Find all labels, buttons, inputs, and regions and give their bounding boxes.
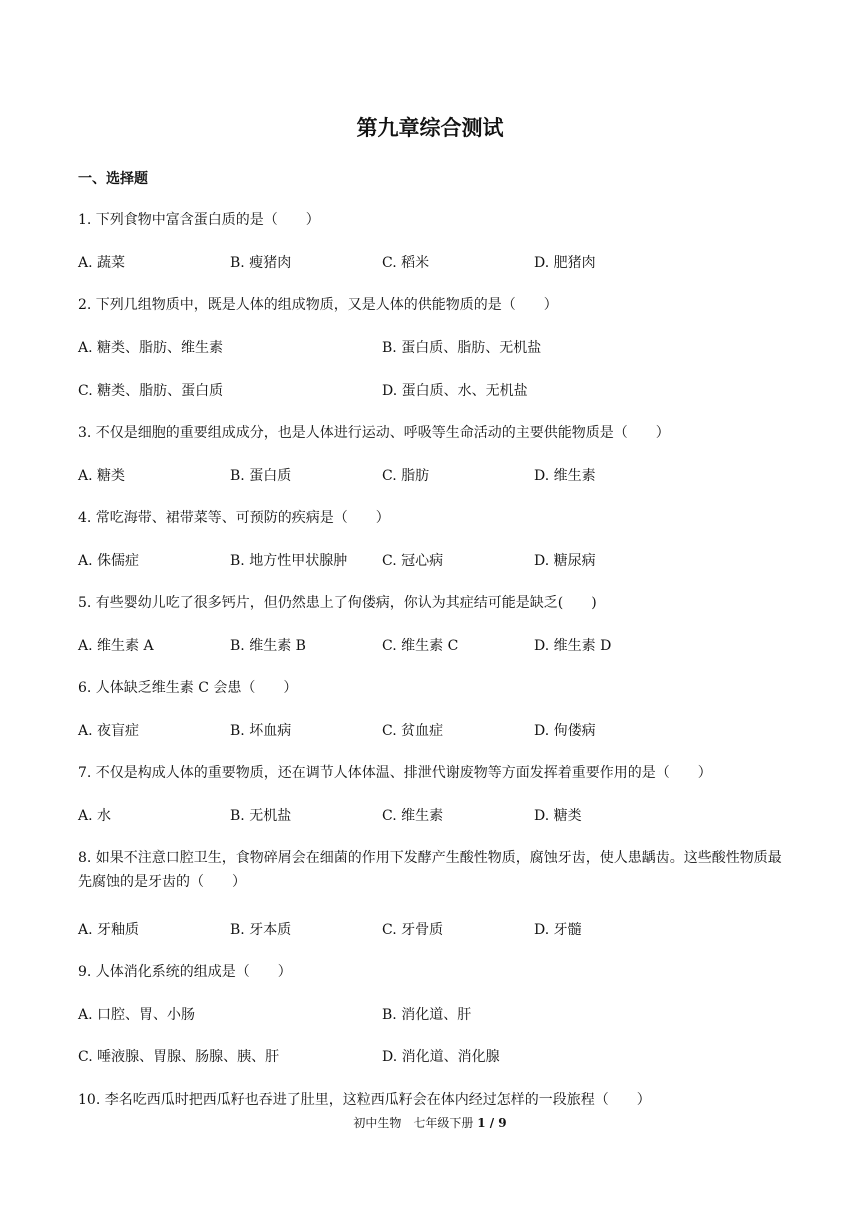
option: B. 蛋白质、脂肪、无机盐 [382, 340, 542, 356]
question-options [78, 805, 790, 827]
option: D. 肥猪肉 [534, 255, 596, 271]
option: C. 唾液腺、胃腺、肠腺、胰、肝 [78, 1049, 280, 1065]
option: C. 贫血症 [382, 723, 444, 739]
option: D. 维生素 D [534, 638, 612, 654]
question-options [78, 635, 790, 657]
option: B. 地方性甲状腺肿 [230, 553, 348, 569]
option: C. 维生素 C [382, 638, 459, 654]
question-stem: 1. 下列食物中富含蛋白质的是（ ） [78, 212, 320, 228]
option: D. 糖类 [534, 808, 582, 824]
option: A. 维生素 A [78, 638, 154, 654]
option: B. 瘦猪肉 [230, 255, 292, 271]
question-stem: 7. 不仅是构成人体的重要物质，还在调节人体体温、排泄代谢废物等方面发挥着重要作用的是（ ） [78, 765, 712, 781]
question-options [78, 337, 790, 359]
question-stem: 4. 常吃海带、裙带菜等、可预防的疾病是（ ） [78, 510, 390, 526]
option: D. 消化道、消化腺 [382, 1049, 500, 1065]
option: D. 蛋白质、水、无机盐 [382, 383, 528, 399]
option: D. 佝偻病 [534, 723, 596, 739]
question-options [78, 380, 790, 402]
question-options [78, 919, 790, 941]
question-stem: 10. 李名吃西瓜时把西瓜籽也吞进了肚里，这粒西瓜籽会在体内经过怎样的一段旅程（ ） [78, 1092, 651, 1108]
option: A. 蔬菜 [78, 255, 126, 271]
option: B. 蛋白质 [230, 468, 292, 484]
option: C. 稻米 [382, 255, 430, 271]
question-options [78, 720, 790, 742]
question-stem: 3. 不仅是细胞的重要组成成分，也是人体进行运动、呼吸等生命活动的主要供能物质是（ ） [78, 425, 670, 441]
option: D. 糖尿病 [534, 553, 596, 569]
option: A. 侏儒症 [78, 553, 140, 569]
option: C. 维生素 [382, 808, 444, 824]
option: C. 牙骨质 [382, 922, 444, 938]
option: D. 牙髓 [534, 922, 582, 938]
page-footer [0, 1114, 860, 1131]
option: A. 水 [78, 808, 112, 824]
option: B. 消化道、肝 [382, 1007, 472, 1023]
option: A. 糖类、脂肪、维生素 [78, 340, 224, 356]
question-options [78, 252, 790, 274]
option: A. 糖类 [78, 468, 126, 484]
page-title: 第九章综合测试 [356, 116, 504, 140]
option: C. 冠心病 [382, 553, 444, 569]
question-options [78, 1004, 790, 1026]
section-heading: 一、选择题 [78, 171, 148, 187]
question-stem: 8. 如果不注意口腔卫生，食物碎屑会在细菌的作用下发酵产生酸性物质，腐蚀牙齿，使人患龋齿。这些酸性物质最先腐蚀的是牙齿的（ ） [78, 850, 782, 890]
option: C. 脂肪 [382, 468, 430, 484]
option: A. 牙釉质 [78, 922, 140, 938]
footer-subject: 初中生物 七年级下册 [353, 1116, 474, 1130]
question-options [78, 550, 790, 572]
option: D. 维生素 [534, 468, 596, 484]
question-options [78, 1046, 790, 1068]
question-options [78, 465, 790, 487]
option: B. 维生素 B [230, 638, 306, 654]
question-stem: 5. 有些婴幼儿吃了很多钙片，但仍然患上了佝偻病，你认为其症结可能是缺乏( ) [78, 595, 597, 611]
option: A. 夜盲症 [78, 723, 140, 739]
option: C. 糖类、脂肪、蛋白质 [78, 383, 224, 399]
question-stem: 9. 人体消化系统的组成是（ ） [78, 964, 292, 980]
option: A. 口腔、胃、小肠 [78, 1007, 196, 1023]
question-stem: 2. 下列几组物质中，既是人体的组成物质，又是人体的供能物质的是（ ） [78, 297, 558, 313]
option: B. 坏血病 [230, 723, 292, 739]
option: B. 牙本质 [230, 922, 292, 938]
question-stem: 6. 人体缺乏维生素 C 会患（ ） [78, 680, 298, 696]
option: B. 无机盐 [230, 808, 292, 824]
page-number: 1 / 9 [477, 1116, 507, 1130]
